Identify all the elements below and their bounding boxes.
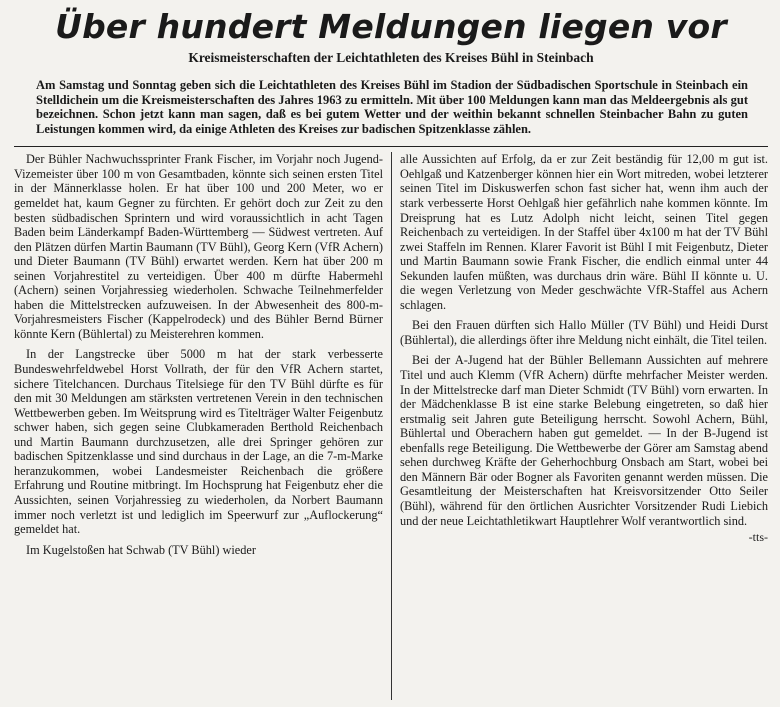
- right-paragraph-1: alle Aussichten auf Erfolg, da er zur Zeit beständig für 12,00 m gut ist. Oehlgaß und Katzenberger können hier ein Wort mitreden, wobei letzterer seinen Titel im Diskuswerfen schon fast sicher hat, wenn ihm auch der stark verbesserte Horst Oehlgaß hier gefährlich nahe kommen könnte. Im Dreisprung hat es Lutz Adolph nicht leicht, seinen Titel gegen Reichenbach zu verteidigen. In der Staffel über 4x100 m hat der TV Bühl zwei Staffeln im Rennen. Klarer Favorit ist Bühl I mit Feigenbutz, Dieter und Martin Baumann sowie Frank Fischer, die endlich einmal unter 44 Sekunden laufen müßten, was durchaus drin wäre. Bühl II könnte u. U. die wegen Verletzung von Meder geschwächte VfR-Staffel aus Achern schlagen.: [400, 152, 768, 312]
- article-body: [14, 152, 768, 700]
- left-paragraph-1: Der Bühler Nachwuchssprinter Frank Fischer, im Vorjahr noch Jugend-Vizemeister über 100 m von Gesamtbaden, könnte sich seinen ersten Titel in der Männerklasse holen. Er hat über 100 und 200 Meter, wo er gemeldet hat, kaum Gegner zu fürchten. Er gehört doch zur Zeit zu den besten südbadischen Sprintern und wird voraussichtlich in acht Tagen Baden beim Länderkampf Baden-Württemberg — Südwest vertreten. Auf den Plätzen dürfen Martin Baumann (TV Bühl), Georg Kern (VfR Achern) und Dieter Baumann (TV Bühl) erwartet werden. Kern hat über 200 m seinen Vorjahrestitel zu verteidigen. Über 400 m dürfte Habermehl (Achern) seinen Vorjahressieg wiederholen. Schwache Teilnehmerfelder haben die Mittelstrecken aufzuweisen. In der Abwesenheit des 800-m-Vorjahresmeisters Fischer (Kappelrodeck) und des Bühler Bernd Bürner könnte Kern (Bühlertal) zu Meisterehren kommen.: [14, 152, 383, 341]
- divider-rule: [14, 146, 768, 147]
- article-subheadline: Kreismeisterschaften der Leichtathleten des Kreises Bühl in Steinbach: [188, 50, 594, 65]
- left-paragraph-3: Im Kugelstoßen hat Schwab (TV Bühl) wieder: [26, 542, 256, 557]
- author-signature: -tts-: [748, 530, 768, 545]
- right-paragraph-3: Bei der A-Jugend hat der Bühler Bellemann Aussichten auf mehrere Titel und auch Klemm (VfR Achern) dürfte mehrfacher Meister werden. In der Mittelstrecke darf man Dieter Schmidt (TV Bühl) vorn erwarten. In der Mädchenklasse B ist eine starke Belebung eingetreten, so daß hier erstmalig seit Jahren gute Beteiligung herrscht. Sowohl Achern, Bühl, Bühlertal und Oberachern haben gut gemeldet. — In der B-Jugend ist ebenfalls rege Beteiligung. Die Wettbewerbe der Görer am Samstag abend sehen durchweg Kräfte der Geherhochburg Onsbach am Start, wobei bei den Männern Bär oder Bogner als Favoriten genannt werden müssen. Die Gesamtleitung der Meisterschaften hat Kreisvorsitzender Otto Seiler (Bühl), während für den örtlichen Ausrichter Vorsitzender Rudi Liebich und der neue Leichtathletikwart Hauptlehrer Wolf verantwortlich sind.: [400, 353, 768, 528]
- right-column: [391, 152, 768, 700]
- right-paragraph-2: Bei den Frauen dürften sich Hallo Müller (TV Bühl) und Heidi Durst (Bühlertal), die allerdings öfter ihre Meldung nicht einhält, die Titel teilen.: [400, 318, 768, 347]
- article-headline: Über hundert Meldungen liegen vor: [55, 7, 727, 46]
- left-column: [14, 152, 391, 700]
- article-lead: Am Samstag und Sonntag geben sich die Leichtathleten des Kreises Bühl im Stadion der Südbadischen Sportschule in Steinbach ein Stelldichein um die Kreismeisterschaften des Jahres 1963 zu ermitteln. Mit über 100 Meldungen kann man das Meldeergebnis als gut bezeichnen. Schon jetzt kann man sagen, daß es bei gutem Wetter und der weithin bekannt schnellen Steinbacher Bahn zu guten Leistungen kommen wird, da einige Athleten des Kreises zur badischen Spitzenklasse zählen.: [36, 78, 748, 136]
- left-paragraph-2: In der Langstrecke über 5000 m hat der stark verbesserte Bundeswehrfeldwebel Horst Vollrath, der für den VfR Achern startet, sichere Titelchancen. Durchaus Titelsiege für den TV Bühl dürfte es für den mit 30 Meldungen am stärksten vertretenen Verein in den technischen Wettbewerben geben. Im Weitsprung wird es Titelträger Walter Feigenbutz schwer haben, sich gegen seine Clubkameraden Berthold Reichenbach und Martin Baumann durchzusetzen, alle drei Springer gehören zur badischen Spitzenklasse und sind durchaus in der Lage, an die 7-m-Marke heranzukommen, wobei Landesmeister Reichenbach die größere Erfahrung und Routine mitbringt. Im Hochsprung hat Feigenbutz eher die Aussichten, seinen Vorjahressieg zu wiederholen, da Norbert Baumann immer noch verletzt ist und lediglich im Speerwurf zur „Auflockerung“ gemeldet hat.: [14, 347, 383, 537]
